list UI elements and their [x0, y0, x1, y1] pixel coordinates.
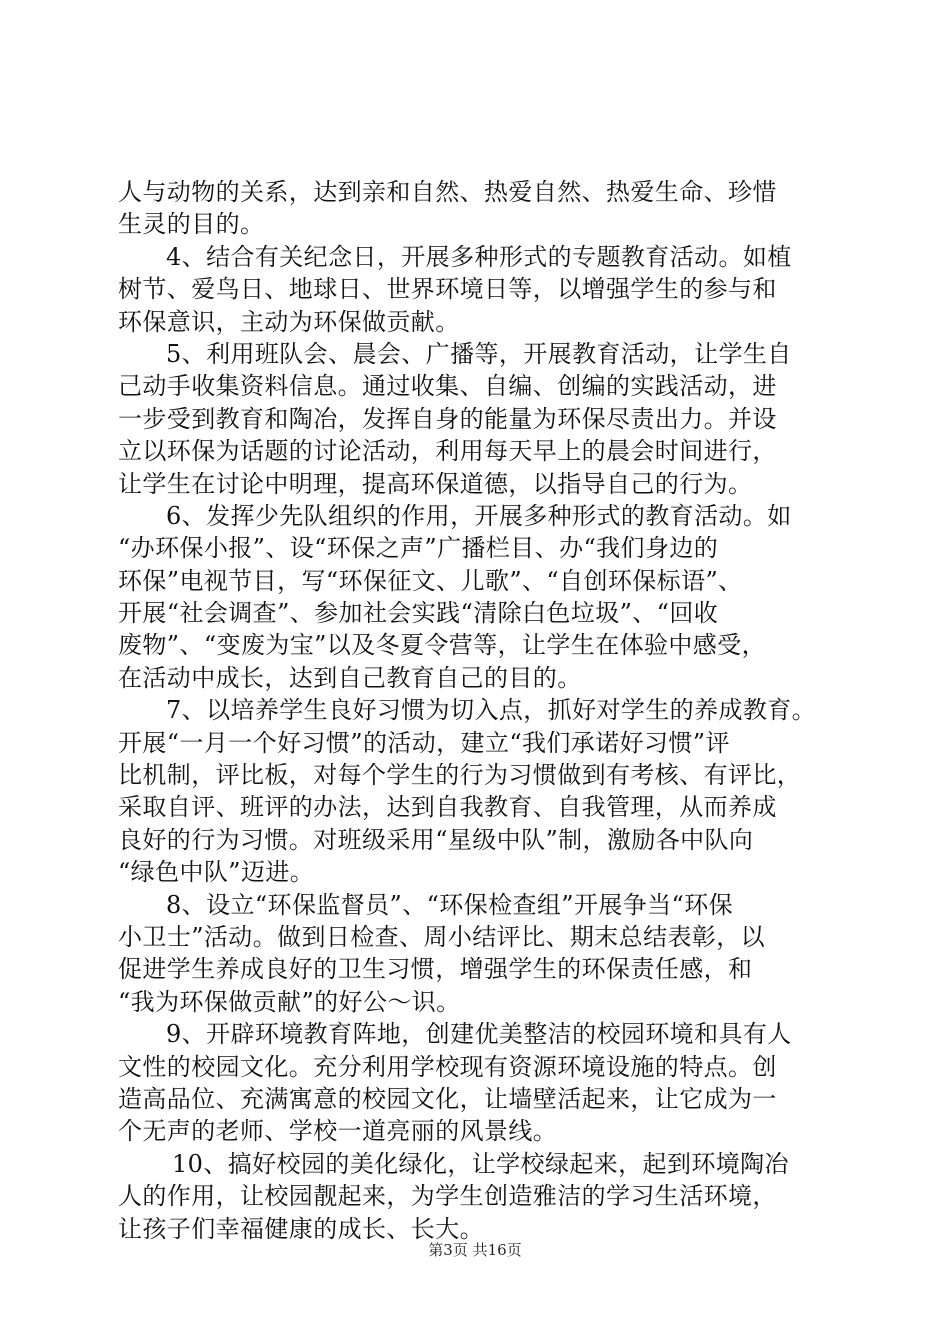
text-line: 开展“社会调查”、参加社会实践“清除白色垃圾”、“回收	[118, 599, 719, 628]
text-line: 人与动物的关系，达到亲和自然、热爱自然、热爱生命、珍惜	[118, 178, 777, 206]
paragraph-6-start: 6、发挥少先队组织的作用，开展多种形式的教育活动。如	[166, 501, 792, 530]
text-line: “办环保小报”、设“环保之声”广播栏目、办“我们身边的	[118, 534, 719, 563]
text-line: 废物”、“变废为宝”以及冬夏令营等，让学生在体验中感受，	[118, 631, 767, 660]
text-line: 人的作用，让校园靓起来，为学生创造雅洁的学习生活环境，	[118, 1182, 777, 1211]
text-line: 树节、爱鸟日、地球日、世界环境日等，以增强学生的参与和	[118, 275, 777, 304]
paragraph-5-start: 5、利用班队会、晨会、广播等，开展教育活动，让学生自	[166, 339, 792, 368]
text-line: 生灵的目的。	[118, 210, 265, 239]
text-line: 促进学生养成良好的卫生习惯，增强学生的环保责任感，和	[118, 955, 753, 984]
paragraph-8-start: 8、设立“环保监督员”、“环保检查组”开展争当“环保	[166, 890, 734, 919]
text-line: 采取自评、班评的办法，达到自我教育、自我管理，从而养成	[118, 793, 777, 822]
text-line: “我为环保做贡献”的好公～识。	[118, 987, 461, 1016]
text-line: 让学生在讨论中明理，提高环保道德，以指导自己的行为。	[118, 469, 753, 498]
page-number-footer: 第3页 共16页	[428, 1241, 522, 1259]
text-line: 己动手收集资料信息。通过收集、自编、创编的实践活动，进	[118, 372, 777, 401]
paragraph-4-start: 4、结合有关纪念日，开展多种形式的专题教育活动。如植	[166, 242, 792, 271]
text-line: 环保”电视节目，写“环保征文、儿歌”、“自创环保标语”、	[118, 566, 743, 595]
text-line: 比机制，评比板，对每个学生的行为习惯做到有考核、有评比，	[118, 761, 802, 790]
text-line: 在活动中成长，达到自己教育自己的目的。	[118, 663, 582, 692]
text-line: 立以环保为话题的讨论活动，利用每天早上的晨会时间进行，	[118, 437, 777, 466]
text-line: 让孩子们幸福健康的成长、长大。	[118, 1214, 484, 1243]
paragraph-10-start: 10、搞好校园的美化绿化，让学校绿起来，起到环境陶冶	[172, 1149, 789, 1178]
text-line: 造高品位、充满寓意的校园文化，让墙壁活起来，让它成为一	[118, 1084, 777, 1113]
text-line: 个无声的老师、学校一道亮丽的风景线。	[118, 1117, 558, 1146]
paragraph-7-start: 7、以培养学生良好习惯为切入点，抓好对学生的养成教育。	[166, 696, 817, 725]
text-line: 一步受到教育和陶冶，发挥自身的能量为环保尽责出力。并设	[118, 404, 777, 433]
text-line: “绿色中队”迈进。	[118, 858, 315, 887]
text-line: 小卫士”活动。做到日检查、周小结评比、期末总结表彰，以	[118, 922, 766, 951]
text-line: 环保意识，主动为环保做贡献。	[118, 307, 460, 336]
document-body	[118, 176, 838, 1245]
text-line: 良好的行为习惯。对班级采用“星级中队”制，激励各中队向	[118, 825, 754, 854]
text-line: 开展“一月一个好习惯”的活动，建立“我们承诺好习惯”评	[118, 728, 730, 757]
text-line: 文性的校园文化。充分利用学校现有资源环境设施的特点。创	[118, 1052, 777, 1081]
paragraph-9-start: 9、开辟环境教育阵地，创建优美整洁的校园环境和具有人	[166, 1020, 792, 1049]
